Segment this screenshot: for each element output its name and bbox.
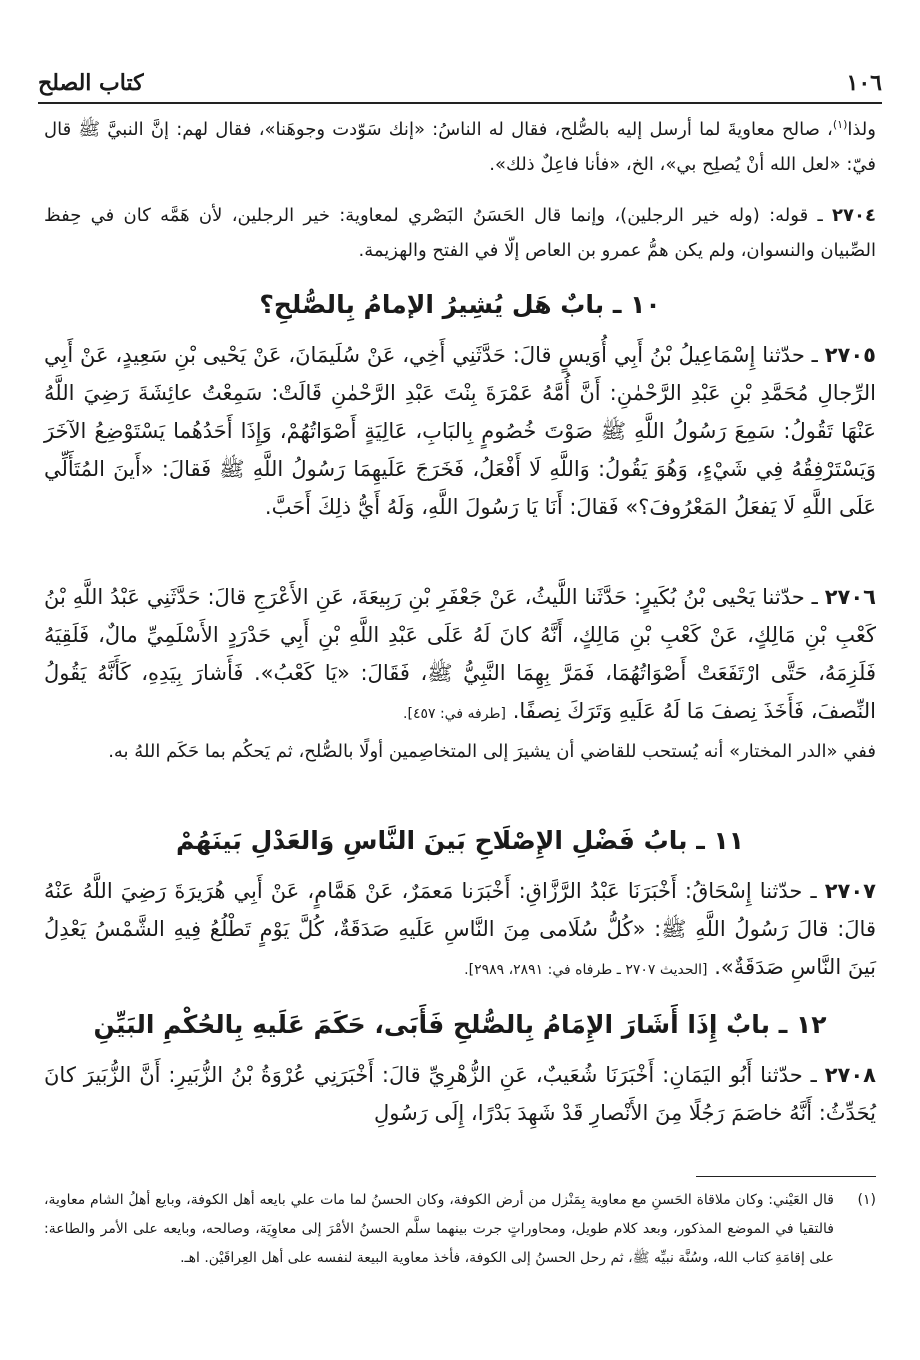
hadith-body: ـ حدّثنا أَبُو اليَمَانِ: أَخْبَرَنَا شُعَيبٌ، عَنِ الزُّهْرِيِّ قالَ: أَخْبَرَنِي عُرْوَةُ بْنُ الزُّبَيرِ: أَنَّ الزُّبَيرَ كانَ يُحَدِّثُ: أَنَّهُ خاصَمَ رَجُلًا مِنَ الأَنْصارِ قَدْ شَهِدَ بَدْرًا، إِلَى رَسُولِ xyxy=(44,1063,876,1125)
hadith-number: ٢٧٠٨ xyxy=(824,1063,876,1087)
hadith-body: ـ حدّثنا يَحْيى بْنُ بُكَيرٍ: حَدَّثَنا اللَّيثُ، عَنْ جَعْفَرِ بْنِ رَبِيعَةَ، عَنِ الأَعْرَجِ قالَ: حَدَّثَنِي عَبْدُ اللَّهِ بْنُ كَعْبِ بْنِ مَالِكٍ، عَنْ كَعْبِ بْنِ مَالِكٍ، أَنَّهُ كانَ لَهُ عَلَى عَبْدِ اللَّهِ بْنِ أَبِي حَدْرَدٍ الأَسْلَمِيِّ مالٌ، فَلَقِيَهُ فَلَزِمَهُ، حَتَّى ارْتَفَعَتْ أَصْوَاتُهُمَا، فَمَرَّ بِهِمَا النَّبِيُّ ﷺ، فَقَالَ: «يَا كَعْبُ». فَأَشارَ بِيَدِهِ، كَأَنَّهُ يَقُولُ النِّصفَ، فَأَخَذَ نِصفَ مَا لَهُ عَلَيهِ وَتَرَكَ نِصفًا. xyxy=(44,585,876,723)
cross-reference: [الحديث ٢٧٠٧ ـ طرفاه في: ٢٨٩١، ٢٩٨٩]. xyxy=(464,962,708,978)
commentary-text: ـ قوله: (وله خير الرجلين)، وإنما قال الحَسَنُ البَصْري لمعاوية: خير الرجلين، لأن هَمَّه كان في حِفظ الصِّبيان والنسوان، ولم يكن همُّ عمرو بن العاص إلّا في الفتح والهزيمة. xyxy=(44,205,876,261)
header-divider xyxy=(38,102,882,104)
commentary-paragraph xyxy=(44,198,876,268)
page-number: ١٠٦ xyxy=(846,70,882,96)
commentary-lead: ولذا xyxy=(847,119,876,140)
commentary-text: ، صالح معاويةَ لما أرسل إليه بالصُّلح، فقال له الناسُ: «إنك سَوّدت وجوهَنا»، فقال لهم: إنَّ النبيَّ ﷺ قال فيّ: «لعل الله أنْ يُصلِح بي»، الخ، «فأنا فاعِلٌ ذلك». xyxy=(44,119,876,175)
hadith-body: ـ حدّثنا إِسْحَاقُ: أَخْبَرَنَا عَبْدُ الرَّزَّاقِ: أَخْبَرَنا مَعمَرٌ، عَنْ هَمَّامٍ، عَنْ أَبِي هُرَيرَةَ رَضِيَ اللَّهُ عَنْهُ قالَ: قالَ رَسُولُ اللَّهِ ﷺ: «كُلُّ سُلَامى مِنَ النَّاسِ عَلَيهِ صَدَقَةٌ، كُلَّ يَوْمٍ تَطْلُعُ فِيهِ الشَّمْسُ يَعْدِلُ بَينَ النَّاسِ صَدَقَةٌ». xyxy=(44,879,876,979)
footnote-text: قال العَيْني: وكان ملاقاة الحَسنِ مع معاوية بِمَنْزل من أرض الكوفة، وكان الحسنُ لما مات علي بايعه أهل الكوفة، وبايع أهلُ الشام معاوية، فالتقيا في الموضع المذكور، وبعد كلام طويل، ومحاوراتٍ جرت بينهما سلَّم الحسنُ الأمْرَ إلى معاوِيَة، وصالحه، وبايعه على الأمر والطاعة: على إقامَةِ كتاب الله، وسُنَّة نبيِّه ﷺ، ثم رحل الحسنُ إلى الكوفة، فأخذ معاوية البيعة لنفسه على أهل العِراقَيْن. اهـ. xyxy=(44,1192,834,1266)
footnote-divider xyxy=(696,1176,876,1177)
chapter-heading: ١٢ ـ بابٌ إِذَا أَشَارَ الإِمَامُ بِالصُّلحِ فَأَبَى، حَكَمَ عَلَيهِ بِالحُكْمِ البَيِّنِ xyxy=(93,1010,827,1039)
hadith-number: ٢٧٠٦ xyxy=(824,585,876,609)
commentary-paragraph xyxy=(44,112,876,182)
footnote-mark: (١) xyxy=(857,1192,876,1208)
hadith-number: ٢٧٠٤ xyxy=(832,205,876,226)
hadith-number: ٢٧٠٥ xyxy=(824,343,876,367)
footnote-reference[interactable]: (١) xyxy=(832,118,848,131)
hadith-text xyxy=(44,578,876,733)
hadith-number: ٢٧٠٧ xyxy=(824,879,876,903)
running-header xyxy=(38,62,882,96)
chapter-heading: ١٠ ـ بابٌ هَل يُشِيرُ الإمامُ بِالصُّلحِ؟ xyxy=(259,290,661,319)
commentary-paragraph: ففي «الدر المختار» أنه يُستحب للقاضي أن يشيرَ إلى المتخاصِمين أولًا بالصُّلح، ثم يَحكُم بما حَكَم اللهُ به. xyxy=(108,741,876,762)
cross-reference: [طرفه في: ٤٥٧]. xyxy=(403,706,507,722)
footnote xyxy=(44,1186,876,1273)
hadith-text xyxy=(44,1056,876,1132)
chapter-heading: ١١ ـ بابُ فَضْلِ الإِصْلَاحِ بَينَ النَّاسِ وَالعَدْلِ بَينَهُمْ xyxy=(175,826,745,855)
hadith-text xyxy=(44,872,876,989)
hadith-body: ـ حدّثنا إِسْمَاعِيلُ بْنُ أَبِي أُوَيسٍ قالَ: حَدَّثَنِي أَخِي، عَنْ سُلَيمَانَ، عَنْ يَحْيى بْنِ سَعِيدٍ، عَنْ أَبِي الرِّجالِ مُحَمَّدِ بْنِ عَبْدِ الرَّحْمٰنِ: أَنَّ أُمَّهُ عَمْرَةَ بِنْتَ عَبْدِ الرَّحْمٰنِ قَالَتْ: سَمِعْتُ عائِشَةَ رَضِيَ اللَّهُ عَنْهَا تَقُولُ: سَمِعَ رَسُولُ اللَّهِ ﷺ صَوْتَ خُصُومٍ بِالبَابِ، عَالِيَةٍ أَصْوَاتُهُمْ، وَإِذَا أَحَدُهُما يَسْتَوْضِعُ الآخَرَ وَيَسْتَرْفِقُهُ فِي شَيْءٍ، وَهُوَ يَقُولُ: وَاللَّهِ لَا أَفْعَلُ، فَخَرَجَ عَلَيهِمَا رَسُولُ اللَّهِ ﷺ فَقالَ: «أَينَ المُتَأَلِّي عَلَى اللَّهِ لَا يَفعَلُ المَعْرُوفَ؟» فَقالَ: أَنَا يَا رَسُولَ اللَّهِ، وَلَهُ أَيُّ ذلِكَ أَحَبَّ. xyxy=(44,343,876,519)
hadith-text xyxy=(44,336,876,526)
book-title: كتاب الصلح xyxy=(38,70,144,96)
